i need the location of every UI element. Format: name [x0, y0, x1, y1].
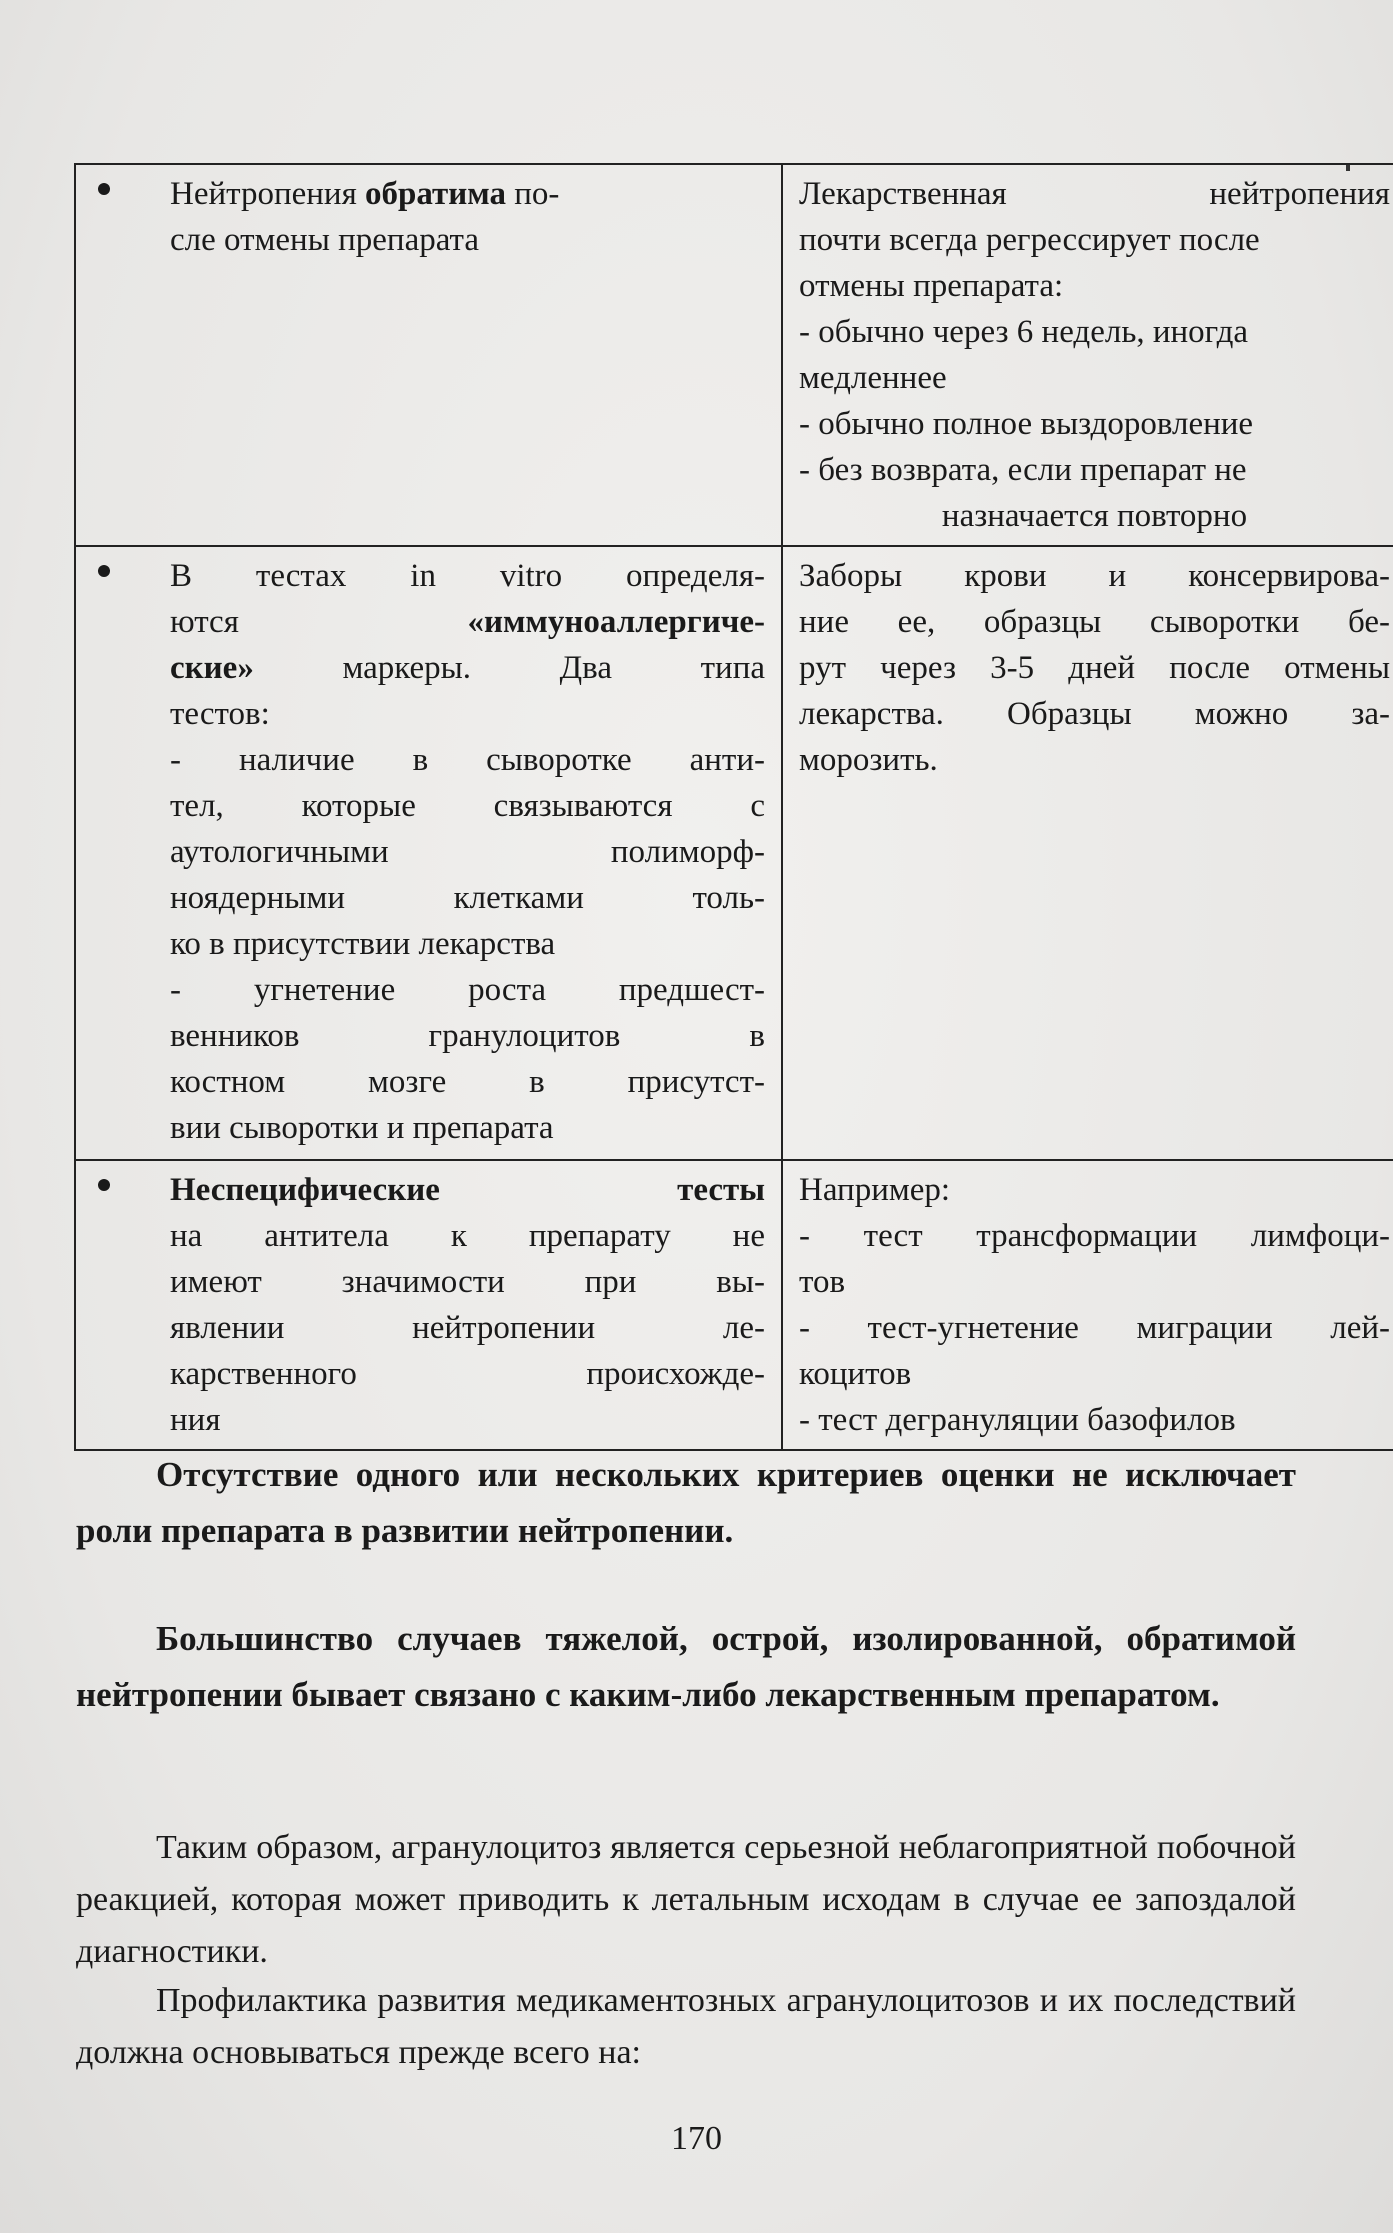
page-number: 170	[671, 2120, 722, 2157]
table-cell-left: Неспецифические тесты на антитела к препарату не имеют значимости при вы- явлении нейтропении ле- карственного происхожде- ния	[75, 1160, 782, 1450]
bold-paragraph: Большинство случаев тяжелой, острой, изолированной, обратимой нейтропении бывает связано с каким-либо лекарственным препаратом.	[76, 1619, 1296, 1714]
table-row	[75, 546, 1393, 1160]
body-paragraph: Таким образом, агранулоцитоз является серьезной неблагоприятной побочной реакцией, которая может приводить к летальным исходам в случае ее запоздалой диагностики.	[76, 1829, 1296, 1970]
bullet-icon	[98, 565, 110, 577]
table-cell-right: Лекарственная нейтропения почти всегда регрессирует после отмены препарата: - обычно через 6 недель, иногда медленнее - обычно полное выздоровление - без возврата, если препарат не назначается повторно	[782, 164, 1393, 546]
table-cell-left: В тестах in vitro определя- ются «иммуноаллергиче- ские» маркеры. Два типа тестов: - наличие в сыворотке анти- тел, которые связываются с аутологичными полиморф- ноядерными клетками толь- ко в присутствии лекарства - угнетение роста предшест- венников гранулоцитов в костном мозге в присутст- вии сыворотки и препарата	[75, 546, 782, 1160]
bold-paragraph: Отсутствие одного или нескольких критериев оценки не исключает роли препарата в развитии нейтропении.	[76, 1455, 1296, 1550]
table-row	[75, 164, 1393, 546]
table-cell-right: Например: - тест трансформации лимфоци- тов - тест-угнетение миграции лей- коцитов - тест дегрануляции базофилов	[782, 1160, 1393, 1450]
emphasis: «иммуноаллергиче-	[467, 604, 765, 640]
table-row	[75, 1160, 1393, 1450]
bullet-icon	[98, 183, 110, 195]
emphasis: Неспецифические тесты	[170, 1172, 765, 1208]
criteria-table	[74, 163, 1393, 1451]
emphasis: ские»	[170, 650, 254, 686]
cell-text: Нейтропения обратима по- сле отмены препарата	[170, 176, 560, 258]
bullet-icon	[98, 1179, 110, 1191]
table-cell-left	[75, 164, 782, 546]
emphasis: обратима	[365, 176, 507, 212]
table-cell-right: Заборы крови и консервирова- ние ее, образцы сыворотки бе- рут через 3-5 дней после отмены лекарства. Образцы можно за- морозить.	[782, 546, 1393, 1160]
body-paragraph: Профилактика развития медикаментозных агранулоцитозов и их последствий должна основываться прежде всего на:	[76, 1982, 1296, 2071]
